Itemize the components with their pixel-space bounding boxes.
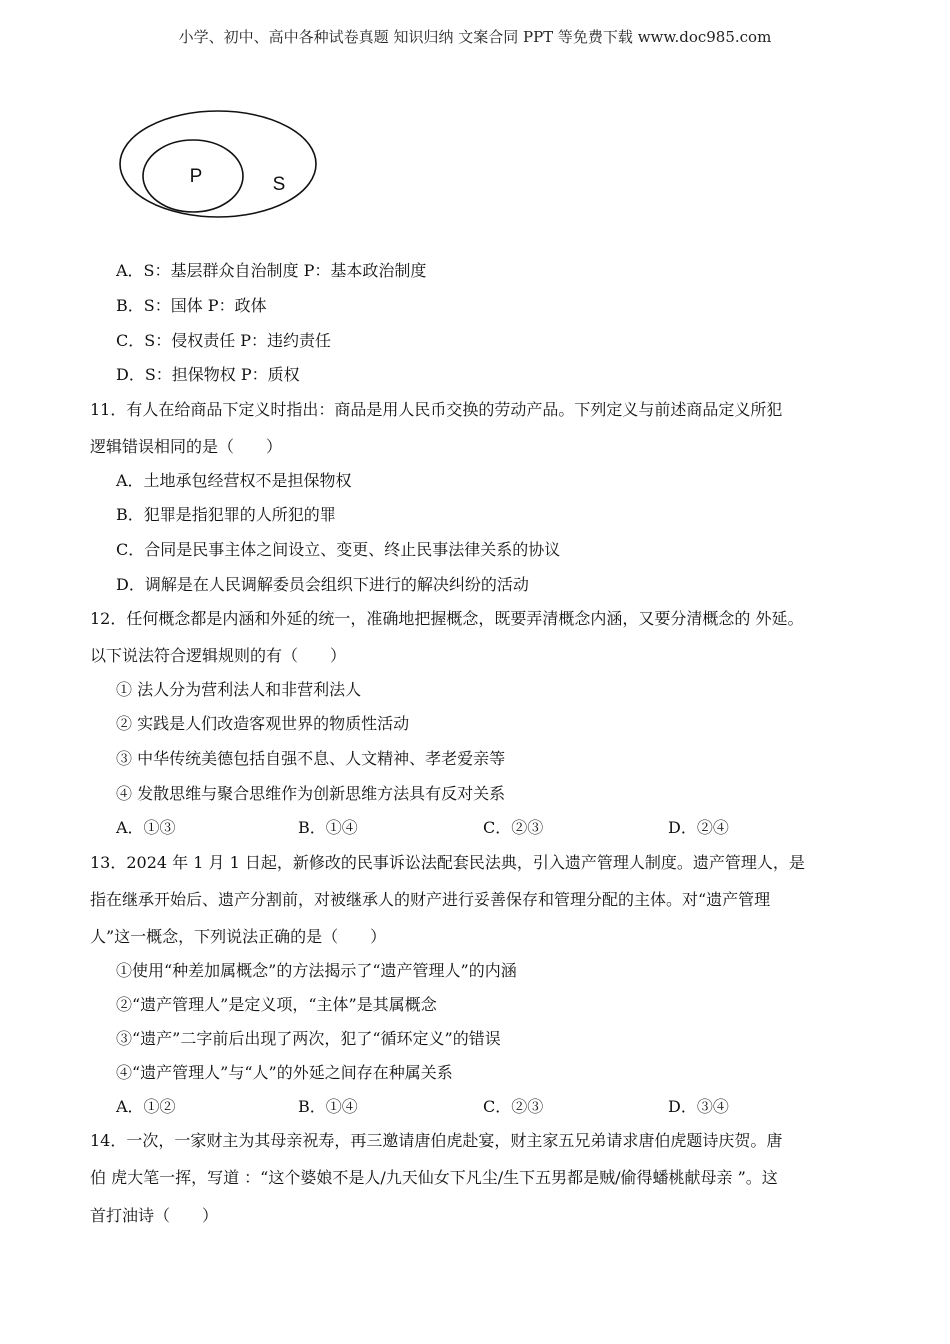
q13-stem: 13．2024 年 1 月 1 日起，新修改的民事诉讼法配套民法典，引入遗产管理人制度。遗产管理人，是 (90, 853, 805, 872)
q12-choice-d: D．②④ (668, 818, 729, 837)
label-s: S (272, 174, 286, 195)
q12-stem-cont: 以下说法符合逻辑规则的有（ ） (90, 646, 347, 665)
q12-item-4: ④ 发散思维与聚合思维作为创新思维方法具有反对关系 (116, 784, 506, 803)
q11-option-a: A．土地承包经营权不是担保物权 (116, 471, 352, 490)
q13-stem-cont-2: 人”这一概念，下列说法正确的是（ ） (90, 927, 387, 946)
q12-item-3: ③ 中华传统美德包括自强不息、人文精神、孝老爱亲等 (116, 749, 506, 768)
q13-item-4: ④“遗产管理人”与“人”的外延之间存在种属关系 (116, 1063, 453, 1082)
q11-stem-cont: 逻辑错误相同的是（ ） (90, 437, 283, 456)
q14-stem-cont-1: 伯 虎大笔一挥，写道 ：“这个婆娘不是人/九天仙女下凡尘/生下五男都是贼/偷得蟠桃献母亲 ”。这 (90, 1168, 778, 1187)
q12-choice-a: A．①③ (116, 818, 176, 837)
q10-option-b: B．S：国体 P：政体 (116, 296, 267, 315)
q13-item-2: ②“遗产管理人”是定义项，“主体”是其属概念 (116, 995, 437, 1014)
q13-stem-cont-1: 指在继承开始后、遗产分割前，对被继承人的财产进行妥善保存和管理分配的主体。对“遗产管理 (90, 890, 771, 909)
q13-choice-c: C．②③ (483, 1097, 544, 1116)
q11-stem: 11．有人在给商品下定义时指出：商品是用人民币交换的劳动产品。下列定义与前述商品定义所犯 (90, 400, 783, 419)
page-header: 小学、初中、高中各种试卷真题 知识归纳 文案合同 PPT 等免费下载 www.doc985.com (178, 28, 772, 46)
label-p: P (189, 166, 203, 187)
q13-item-1: ①使用“种差加属概念”的方法揭示了“遗产管理人”的内涵 (116, 961, 517, 980)
q13-item-3: ③“遗产”二字前后出现了两次，犯了“循环定义”的错误 (116, 1029, 501, 1048)
venn-diagram (118, 108, 322, 220)
q13-choice-d: D．③④ (668, 1097, 729, 1116)
q10-option-a: A．S：基层群众自治制度 P：基本政治制度 (116, 261, 427, 280)
q12-choice-c: C．②③ (483, 818, 544, 837)
q11-option-d: D．调解是在人民调解委员会组织下进行的解决纠纷的活动 (116, 575, 529, 594)
q11-option-c: C．合同是民事主体之间设立、变更、终止民事法律关系的协议 (116, 540, 561, 559)
q13-choice-a: A．①② (116, 1097, 176, 1116)
q11-option-b: B．犯罪是指犯罪的人所犯的罪 (116, 505, 336, 524)
q10-option-d: D．S：担保物权 P：质权 (116, 365, 300, 384)
q12-stem: 12．任何概念都是内涵和外延的统一，准确地把握概念，既要弄清概念内涵，又要分清概念的 外延。 (90, 609, 804, 628)
q14-stem: 14．一次，一家财主为其母亲祝寿，再三邀请唐伯虎赴宴，财主家五兄弟请求唐伯虎题诗庆贺。唐 (90, 1131, 783, 1150)
q14-stem-cont-2: 首打油诗（ ） (90, 1206, 219, 1225)
q12-item-1: ① 法人分为营利法人和非营利法人 (116, 680, 362, 699)
q12-item-2: ② 实践是人们改造客观世界的物质性活动 (116, 714, 410, 733)
outer-ellipse-s (120, 111, 316, 217)
q13-choice-b: B．①④ (298, 1097, 358, 1116)
q10-option-c: C．S：侵权责任 P：违约责任 (116, 331, 332, 350)
q12-choice-b: B．①④ (298, 818, 358, 837)
